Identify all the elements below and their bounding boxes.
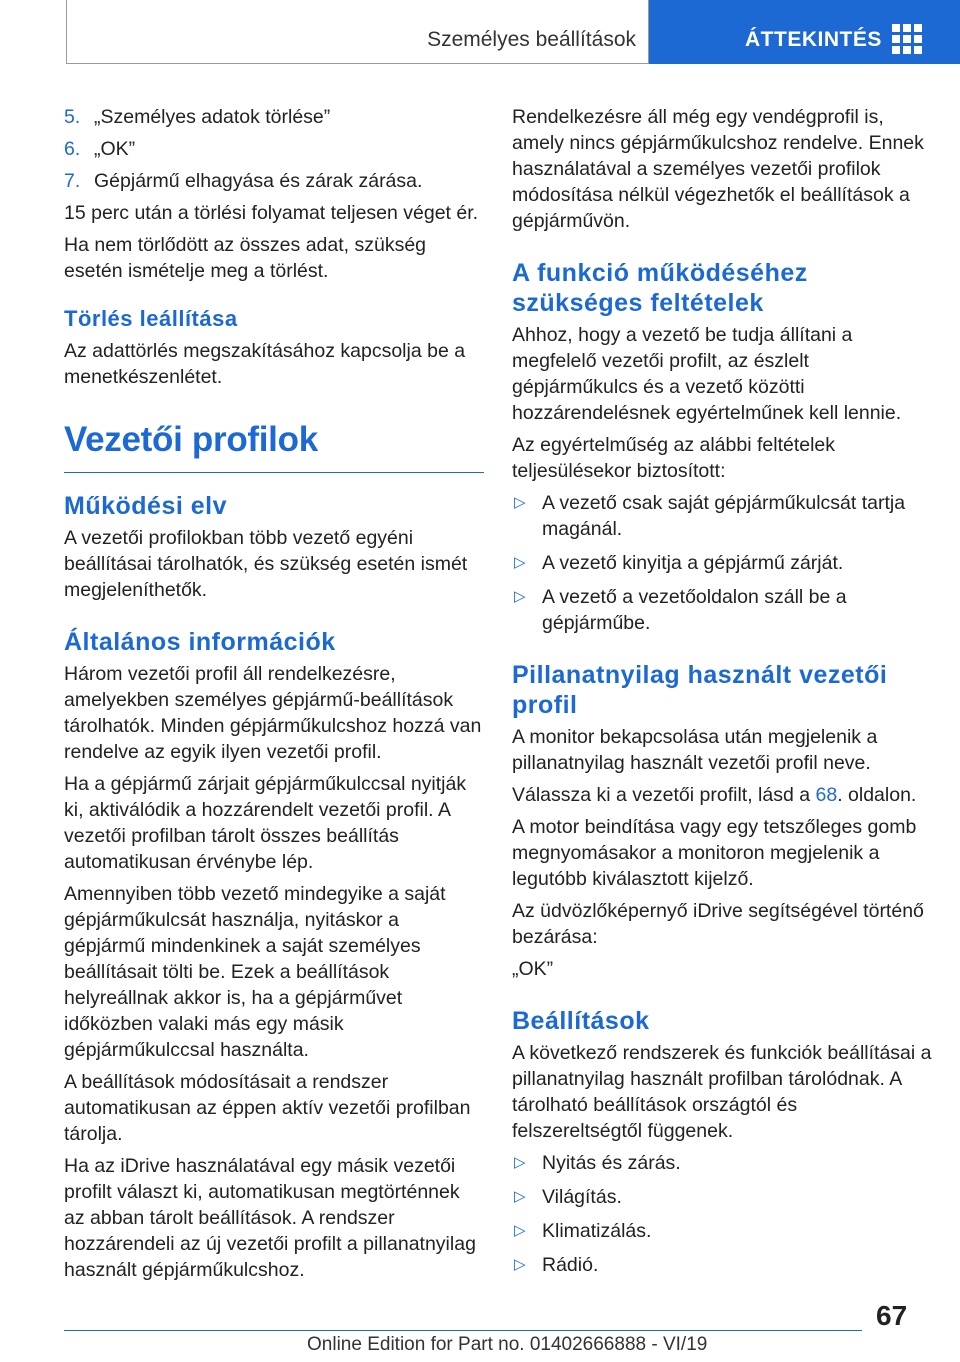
heading-settings: Beállítások xyxy=(512,1007,650,1035)
step-text: „Személyes adatok törlése” xyxy=(94,106,331,128)
paragraph: Ahhoz, hogy a vezető be tudja állítani a megfelelő vezetői profilt, az észlelt gépjárműkulcs és a vezető közötti hozzárendelésnek egyértelműnek kell lennie. xyxy=(512,324,902,424)
list-item xyxy=(512,550,932,576)
overview-link[interactable]: ÁTTEKINTÉS xyxy=(745,28,882,51)
chapter-title: Vezetői profilok xyxy=(64,420,318,459)
step-number: 6. xyxy=(64,138,81,160)
step-text: Gépjármű elhagyása és zárak zárása. xyxy=(94,170,423,192)
text: Válassza ki a vezetői profilt, lásd a xyxy=(512,784,816,806)
header-overview-tab[interactable] xyxy=(649,0,960,64)
triangle-bullet-icon: ▷ xyxy=(514,588,526,605)
heading-requirements: A funkció működéséhez szükséges feltételek xyxy=(512,259,808,317)
list-item xyxy=(512,1252,932,1278)
bullet-text: Klimatizálás. xyxy=(542,1220,652,1242)
list-item xyxy=(64,136,484,162)
title-rule xyxy=(64,472,484,473)
list-item xyxy=(512,584,932,636)
page-number: 67 xyxy=(876,1300,908,1331)
paragraph: Amennyiben több vezető mindegyike a saját gépjárműkulcsát használja, nyitáskor a gépjármű mindenkinek a saját személyes beállításait tölti be. Ezek a beállítások helyreállnak akkor is, ha a gépjárművet időközben valaki más egy másik gépjárműkulccsal használta. xyxy=(64,883,446,1061)
paragraph: A monitor bekapcsolása után megjelenik a pillanatnyilag használt vezetői profil neve. xyxy=(512,726,878,774)
paragraph: Ha a gépjármű zárjait gépjárműkulccsal nyitják ki, aktiválódik a hozzárendelt vezetői profil. A vezetői profilban tárolt összes beállítás automatikusan érvénybe lép. xyxy=(64,773,467,873)
paragraph: Rendelkezésre áll még egy vendégprofil is, amely nincs gépjárműkulcshoz rendelve. Ennek használatával a személyes vezetői profilok módosítása nélkül végezhetők el beállítások a gépjárművön. xyxy=(512,106,924,232)
list-item xyxy=(512,1184,932,1210)
bullet-text: Rádió. xyxy=(542,1254,599,1276)
paragraph: „OK” xyxy=(512,958,554,980)
bullet-text: Világítás. xyxy=(542,1186,622,1208)
paragraph: Az üdvözlőképernyő iDrive segítségével történő bezárása: xyxy=(512,900,924,948)
paragraph: Az adattörlés megszakításához kapcsolja be a menetkészenlétet. xyxy=(64,340,466,388)
paragraph: 15 perc után a törlési folyamat teljesen véget ér. xyxy=(64,202,479,224)
footer-edition: Online Edition for Part no. 01402666888 - VI/19 xyxy=(307,1334,708,1355)
paragraph xyxy=(512,782,932,808)
step-number: 5. xyxy=(64,106,81,128)
triangle-bullet-icon: ▷ xyxy=(514,1188,526,1205)
text: . oldalon. xyxy=(837,784,917,806)
bullet-text: Nyitás és zárás. xyxy=(542,1152,681,1174)
left-column xyxy=(64,104,484,1289)
paragraph: A motor beindítása vagy egy tetszőleges gomb megnyomásakor a monitoron megjelenik a legutóbb kiválasztott kijelző. xyxy=(512,816,917,890)
paragraph: A beállítások módosításait a rendszer automatikusan az éppen aktív vezetői profilban tárolja. xyxy=(64,1071,471,1145)
list-item xyxy=(512,1150,932,1176)
list-item xyxy=(64,104,484,130)
subheading-stop-deletion: Törlés leállítása xyxy=(64,306,238,331)
triangle-bullet-icon: ▷ xyxy=(514,494,526,511)
triangle-bullet-icon: ▷ xyxy=(514,1222,526,1239)
paragraph: A következő rendszerek és funkciók beállításai a pillanatnyilag használt profilban tárolódnak. A tárolható beállítások országtól és felszereltségtől függenek. xyxy=(512,1042,932,1142)
heading-principle: Működési elv xyxy=(64,492,227,520)
paragraph: A vezetői profilokban több vezető egyéni beállításai tárolhatók, és szükség esetén ismét megjeleníthetők. xyxy=(64,527,468,601)
header-section-box xyxy=(66,0,649,64)
paragraph: Az egyértelműség az alábbi feltételek teljesülésekor biztosított: xyxy=(512,434,836,482)
footer-rule xyxy=(64,1330,862,1331)
paragraph: Három vezetői profil áll rendelkezésre, amelyekben személyes gépjármű-beállítások tárolhatók. Minden gépjárműkulcshoz hozzá van rendelve az egyik ilyen vezetői profil. xyxy=(64,663,482,763)
page-link[interactable]: 68 xyxy=(815,784,838,806)
triangle-bullet-icon: ▷ xyxy=(514,554,526,571)
step-number: 7. xyxy=(64,170,81,192)
page-header xyxy=(0,0,960,66)
list-item xyxy=(64,168,484,194)
list-item xyxy=(512,490,932,542)
triangle-bullet-icon: ▷ xyxy=(514,1256,526,1273)
bullet-text: A vezető csak saját gépjárműkulcsát tartja magánál. xyxy=(542,492,906,540)
paragraph: Ha az iDrive használatával egy másik vezetői profilt választ ki, automatikusan megtörténnek az abban tárolt beállítások. A rendszer hozzárendeli az új vezetői profilt a pillanatnyilag használt gépjárműkulcshoz. xyxy=(64,1155,476,1281)
heading-general-info: Általános információk xyxy=(64,628,336,656)
heading-current-profile: Pillanatnyilag használt vezetői profil xyxy=(512,661,888,719)
header-section-title: Személyes beállítások xyxy=(427,28,636,51)
bullet-text: A vezető a vezetőoldalon száll be a gépjárműbe. xyxy=(542,586,847,634)
bullet-text: A vezető kinyitja a gépjármű zárját. xyxy=(542,552,844,574)
list-item xyxy=(512,1218,932,1244)
grid-icon[interactable] xyxy=(892,24,922,54)
right-column xyxy=(512,104,932,1286)
step-text: „OK” xyxy=(94,138,136,160)
triangle-bullet-icon: ▷ xyxy=(514,1154,526,1171)
paragraph: Ha nem törlődött az összes adat, szükség esetén ismételje meg a törlést. xyxy=(64,234,427,282)
